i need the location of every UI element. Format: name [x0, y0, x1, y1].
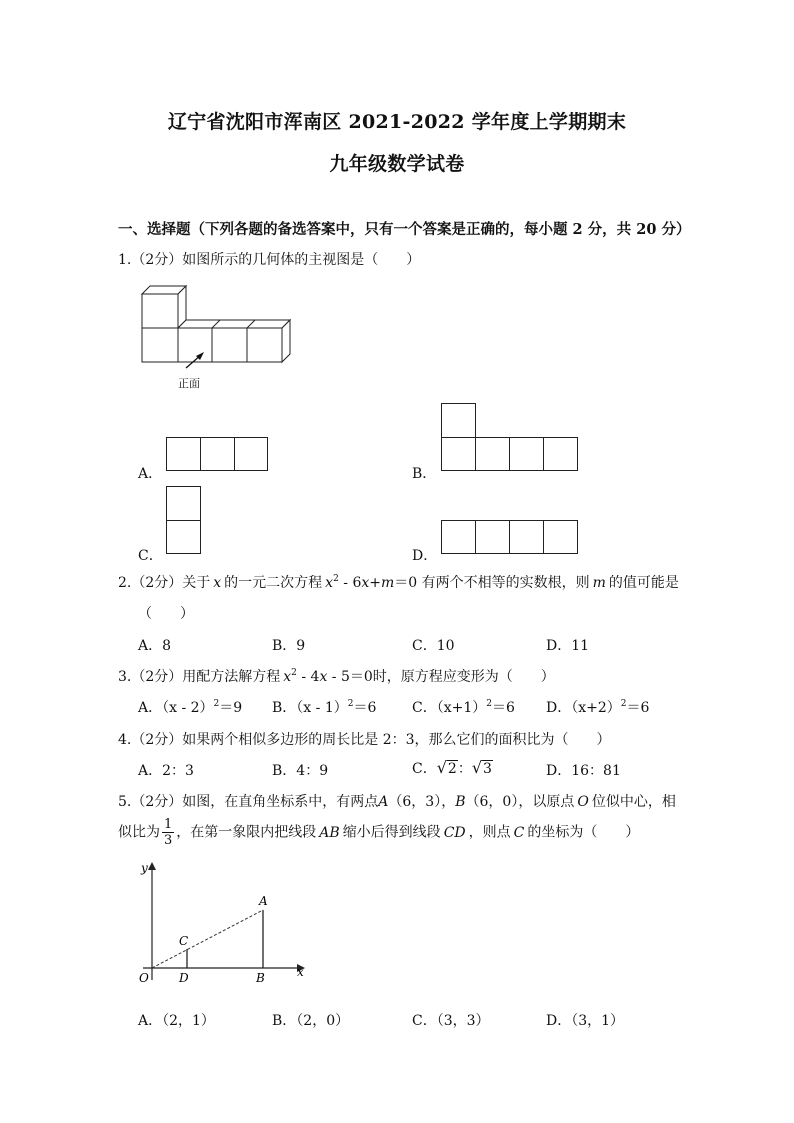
q5-fraction-den: 3 [164, 833, 173, 848]
q5-text-6: ，则点 [468, 824, 511, 841]
q5-point-c: C [513, 824, 525, 841]
q1-option-c-figure [166, 486, 206, 561]
q3-x2: x [319, 669, 328, 685]
q5-option-c: C．（3，3） [412, 1013, 490, 1029]
q2-paren: （ ） [138, 606, 194, 622]
q5-text-5: 缩小后得到线段 [342, 824, 441, 841]
q3-x: x [283, 669, 292, 685]
question-5-line-1 [118, 791, 676, 811]
q2-option-b: B．9 [272, 638, 306, 654]
q5-text-2: 位似中心，相 [591, 794, 676, 810]
title-line-2: 九年级数学试卷 [329, 153, 465, 175]
point-d-label: D [179, 971, 189, 985]
q5-b-coord: （6，0），以原点 [465, 794, 575, 810]
point-b-label: B [256, 971, 265, 985]
section-heading: 一、选择题（下列各题的备选答案中，只有一个答案是正确的，每小题 2 分，共 20 分） [118, 221, 691, 238]
question-4-stem: 4.（2分）如果两个相似多边形的周长比是 2：3，那么它们的面积比为（ ） [118, 732, 611, 748]
q3-option-a-text: A．（x - 2） [138, 700, 214, 716]
q2-eq-rest: ＝0 有两个不相等的实数根，则 [394, 575, 590, 591]
q3-rest: - 5＝0时，原方程应变形为（ ） [327, 669, 555, 685]
q3-option-d [546, 697, 649, 717]
q4-option-a: A．2：3 [138, 763, 194, 779]
q3-option-b-text: B．（x - 1） [272, 700, 348, 716]
point-c-label: C [179, 934, 189, 948]
question-5-line-2 [118, 817, 639, 848]
q2-option-d: D．11 [546, 638, 590, 654]
q3-option-c-val: ＝6 [491, 700, 515, 716]
point-a-label: A [259, 894, 268, 908]
q5-option-a: A．（2，1） [138, 1013, 215, 1029]
q1-option-d-figure [441, 520, 586, 560]
q3-option-b [272, 697, 376, 717]
q2-eq-plus: + [369, 575, 381, 591]
q5-text-7: 的坐标为（ ） [527, 824, 640, 841]
dashed-line-oa [152, 910, 263, 968]
q5-text-4: ，在第一象限内把线段 [176, 824, 317, 841]
q3-option-a [138, 697, 242, 717]
q1-option-a-label: A． [138, 466, 163, 482]
q4-sep: ： [457, 761, 472, 777]
q1-option-c-label: C． [138, 548, 163, 564]
q2-option-a: A．8 [138, 638, 172, 654]
q2-text-a: 的一元二次方程 [224, 575, 323, 591]
question-1-stem: 1.（2分）如图所示的几何体的主视图是（ ） [118, 252, 421, 268]
x-axis-label: x [297, 965, 304, 979]
q2-eq-m: m [381, 575, 395, 591]
q5-point-o: O [577, 794, 589, 810]
q5-coordinate-graph [135, 858, 315, 988]
q1-solid-figure [138, 282, 298, 362]
q2-eq-x: x [325, 575, 334, 591]
question-3-stem [118, 666, 555, 686]
q5-text-3: 似比为 [118, 824, 160, 841]
q2-eq-x2: x [361, 575, 370, 591]
sqrt-icon: √ [436, 758, 447, 777]
q2-var-m: m [592, 575, 606, 591]
front-label: 正面 [178, 377, 200, 390]
q5-segment-cd: CD [443, 824, 466, 841]
q3-option-b-val: ＝6 [353, 700, 377, 716]
q5-fraction-num: 1 [164, 817, 173, 832]
q2-eq-mid: - 6 [338, 575, 362, 591]
origin-label: O [139, 971, 149, 985]
sqrt-icon: √ [471, 758, 483, 777]
q3-mid: - 4 [296, 669, 320, 685]
q3-option-c [412, 697, 515, 717]
q4-option-b: B．4：9 [272, 763, 329, 779]
q2-text-b: 的值可能是 [608, 575, 679, 591]
y-axis-arrow-icon [148, 862, 156, 870]
q5-option-d: D．（3，1） [546, 1013, 625, 1029]
q3-square: 2 [291, 668, 297, 678]
q4-radicand-1: 2 [447, 761, 457, 777]
q3-option-d-sq: 2 [620, 699, 627, 709]
q1-option-d-label: D． [412, 548, 438, 564]
y-axis-label: y [141, 861, 148, 875]
q1-option-a-figure [166, 437, 276, 477]
q5-fraction [162, 817, 174, 848]
q1-option-b-figure [441, 403, 586, 478]
q2-square: 2 [333, 574, 339, 584]
question-2-stem [118, 572, 679, 592]
q5-point-b: B [455, 794, 466, 810]
q3-option-c-text: C．（x+1） [412, 700, 487, 716]
q4-option-d: D．16：81 [546, 763, 621, 779]
q3-option-d-text: D．（x+2） [546, 700, 621, 716]
q4-radicand-2: 3 [483, 761, 492, 777]
q5-segment-ab: AB [319, 824, 340, 841]
q3-option-a-sq: 2 [213, 699, 220, 709]
q4-option-c-label: C． [412, 761, 437, 777]
q1-option-b-label: B． [412, 466, 437, 482]
q2-var-x: x [213, 575, 222, 591]
q3-option-d-val: ＝6 [626, 700, 650, 716]
q5-point-a: A [378, 794, 389, 810]
q2-option-c: C．10 [412, 638, 455, 654]
title-line-1: 辽宁省沈阳市浑南区 2021-2022 学年度上学期期末 [167, 111, 627, 133]
q4-option-c [412, 758, 493, 778]
q5-text-1: 5.（2分）如图，在直角坐标系中，有两点 [118, 794, 379, 810]
q3-number: 3.（2分）用配方法解方程 [118, 669, 281, 685]
q3-option-a-val: ＝9 [219, 700, 243, 716]
q3-option-c-sq: 2 [486, 699, 492, 709]
q3-option-b-sq: 2 [347, 699, 354, 709]
q2-number: 2.（2分）关于 [118, 575, 211, 591]
q5-a-coord: （6，3）， [388, 794, 456, 810]
q5-option-b: B．（2，0） [272, 1013, 350, 1029]
